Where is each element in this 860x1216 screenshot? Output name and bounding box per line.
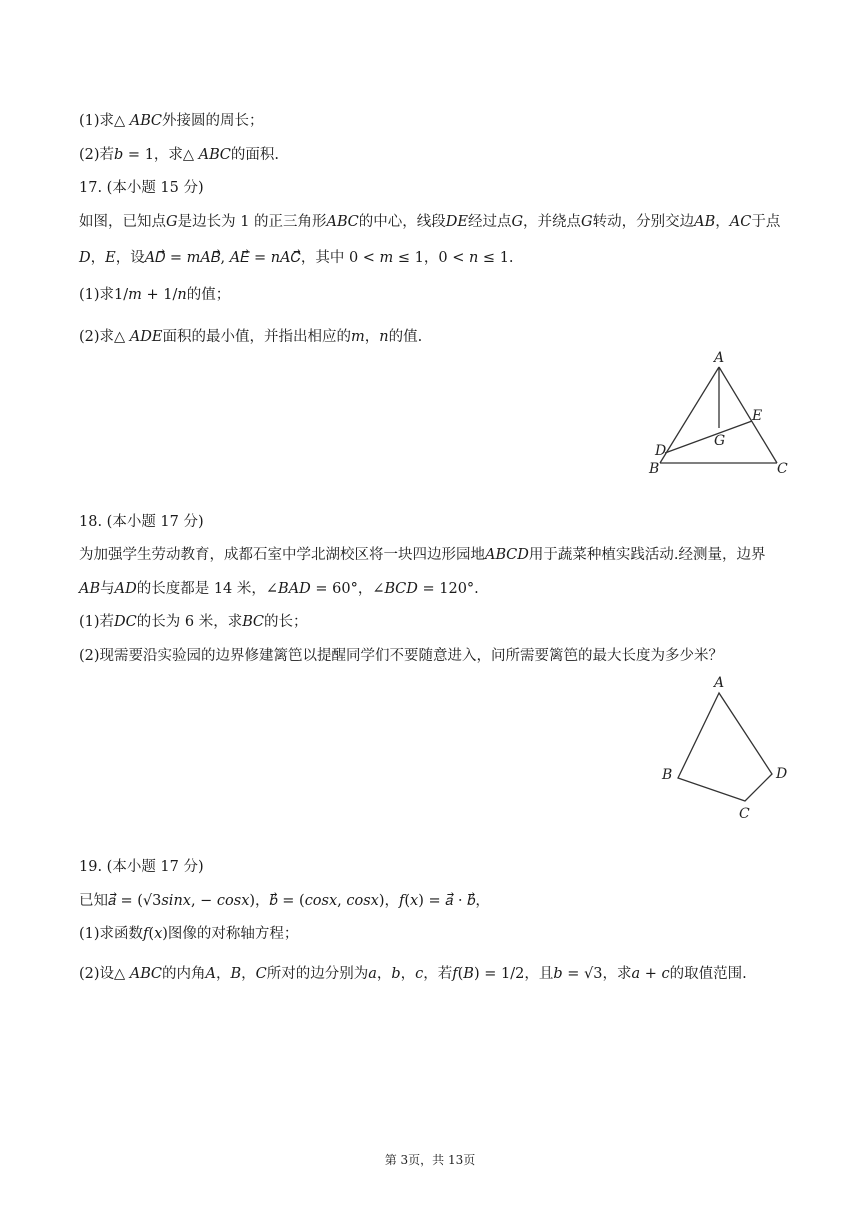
label-d: D [776,766,788,782]
side-ac [719,367,777,463]
quadrilateral-abcd [678,693,772,801]
segment-de [665,421,752,453]
q19-stem: 已知𝑎⃗ = (√3𝑠𝑖𝑛𝑥, − 𝑐𝑜𝑠𝑥)，𝑏⃗ = (𝑐𝑜𝑠𝑥, 𝑐𝑜𝑠𝑥)，𝑓(𝑥) = 𝑎⃗ ⋅ 𝑏⃗， [79,893,490,909]
q18-header: 18. (本小题 17 分) [79,514,204,530]
page-footer: 第 3页，共 13页 [384,1153,476,1167]
q18-part2: (2)现需要沿实验园的边界修建篱笆以提醒同学们不要随意进入，问所需要篱笆的最大长度为多少米？ [79,648,724,664]
q17-header: 17. (本小题 15 分) [79,180,204,196]
triangle-abc-figure [640,345,800,480]
label-g: G [714,433,726,449]
q18-stem-line2: 𝐴𝐵与𝐴𝐷的长度都是 14 米，∠𝐵𝐴𝐷 = 60°，∠𝐵𝐶𝐷 = 120°. [79,581,479,597]
q19-part2: (2)设△ 𝐴𝐵𝐶的内角𝐴，𝐵，𝐶所对的边分别为𝑎，𝑏，𝑐，若𝑓(𝐵) = 1/2，且𝑏 = √3，求𝑎 + 𝑐的取值范围. [79,966,747,982]
q16-part2: (2)若𝑏 = 1，求△ 𝐴𝐵𝐶的面积. [79,147,280,163]
q16-part1: (1)求△ 𝐴𝐵𝐶外接圆的周长； [79,113,264,129]
q17-part2: (2)求△ 𝐴𝐷𝐸面积的最小值，并指出相应的𝑚，𝑛的值. [79,329,423,345]
label-b: B [649,461,660,477]
triangle-abc-svg [640,345,800,480]
label-a: A [714,675,725,691]
side-ab [660,367,719,463]
q17-stem-line1: 如图，已知点𝐺是边长为 1 的正三角形𝐴𝐵𝐶的中心，线段𝐷𝐸经过点𝐺，并绕点𝐺转动，分别交边𝐴𝐵，𝐴𝐶于点 [79,214,781,230]
q18-part1: (1)若𝐷𝐶的长为 6 米，求𝐵𝐶的长； [79,614,308,630]
label-b: B [662,767,673,783]
q18-stem-line1: 为加强学生劳动教育，成都石室中学北湖校区将一块四边形园地𝐴𝐵𝐶𝐷用于蔬菜种植实践活动.经测量，边界 [79,547,766,563]
q19-part1: (1)求函数𝑓(𝑥)图像的对称轴方程； [79,926,299,942]
quadrilateral-abcd-svg [650,668,800,828]
label-c: C [777,461,788,477]
label-a: A [714,350,725,366]
label-d: D [655,443,667,459]
q19-header: 19. (本小题 17 分) [79,859,204,875]
label-e: E [752,408,763,424]
q17-stem-line2: 𝐷，𝐸，设𝐴𝐷⃗ = 𝑚𝐴𝐵⃗, 𝐴𝐸⃗ = 𝑛𝐴𝐶⃗，其中 0 < 𝑚 ≤ 1，0 < 𝑛 ≤ 1. [79,250,514,266]
quadrilateral-abcd-figure [650,668,800,828]
label-c: C [739,806,750,822]
q17-part1: (1)求1/𝑚 + 1/𝑛的值； [79,287,231,303]
